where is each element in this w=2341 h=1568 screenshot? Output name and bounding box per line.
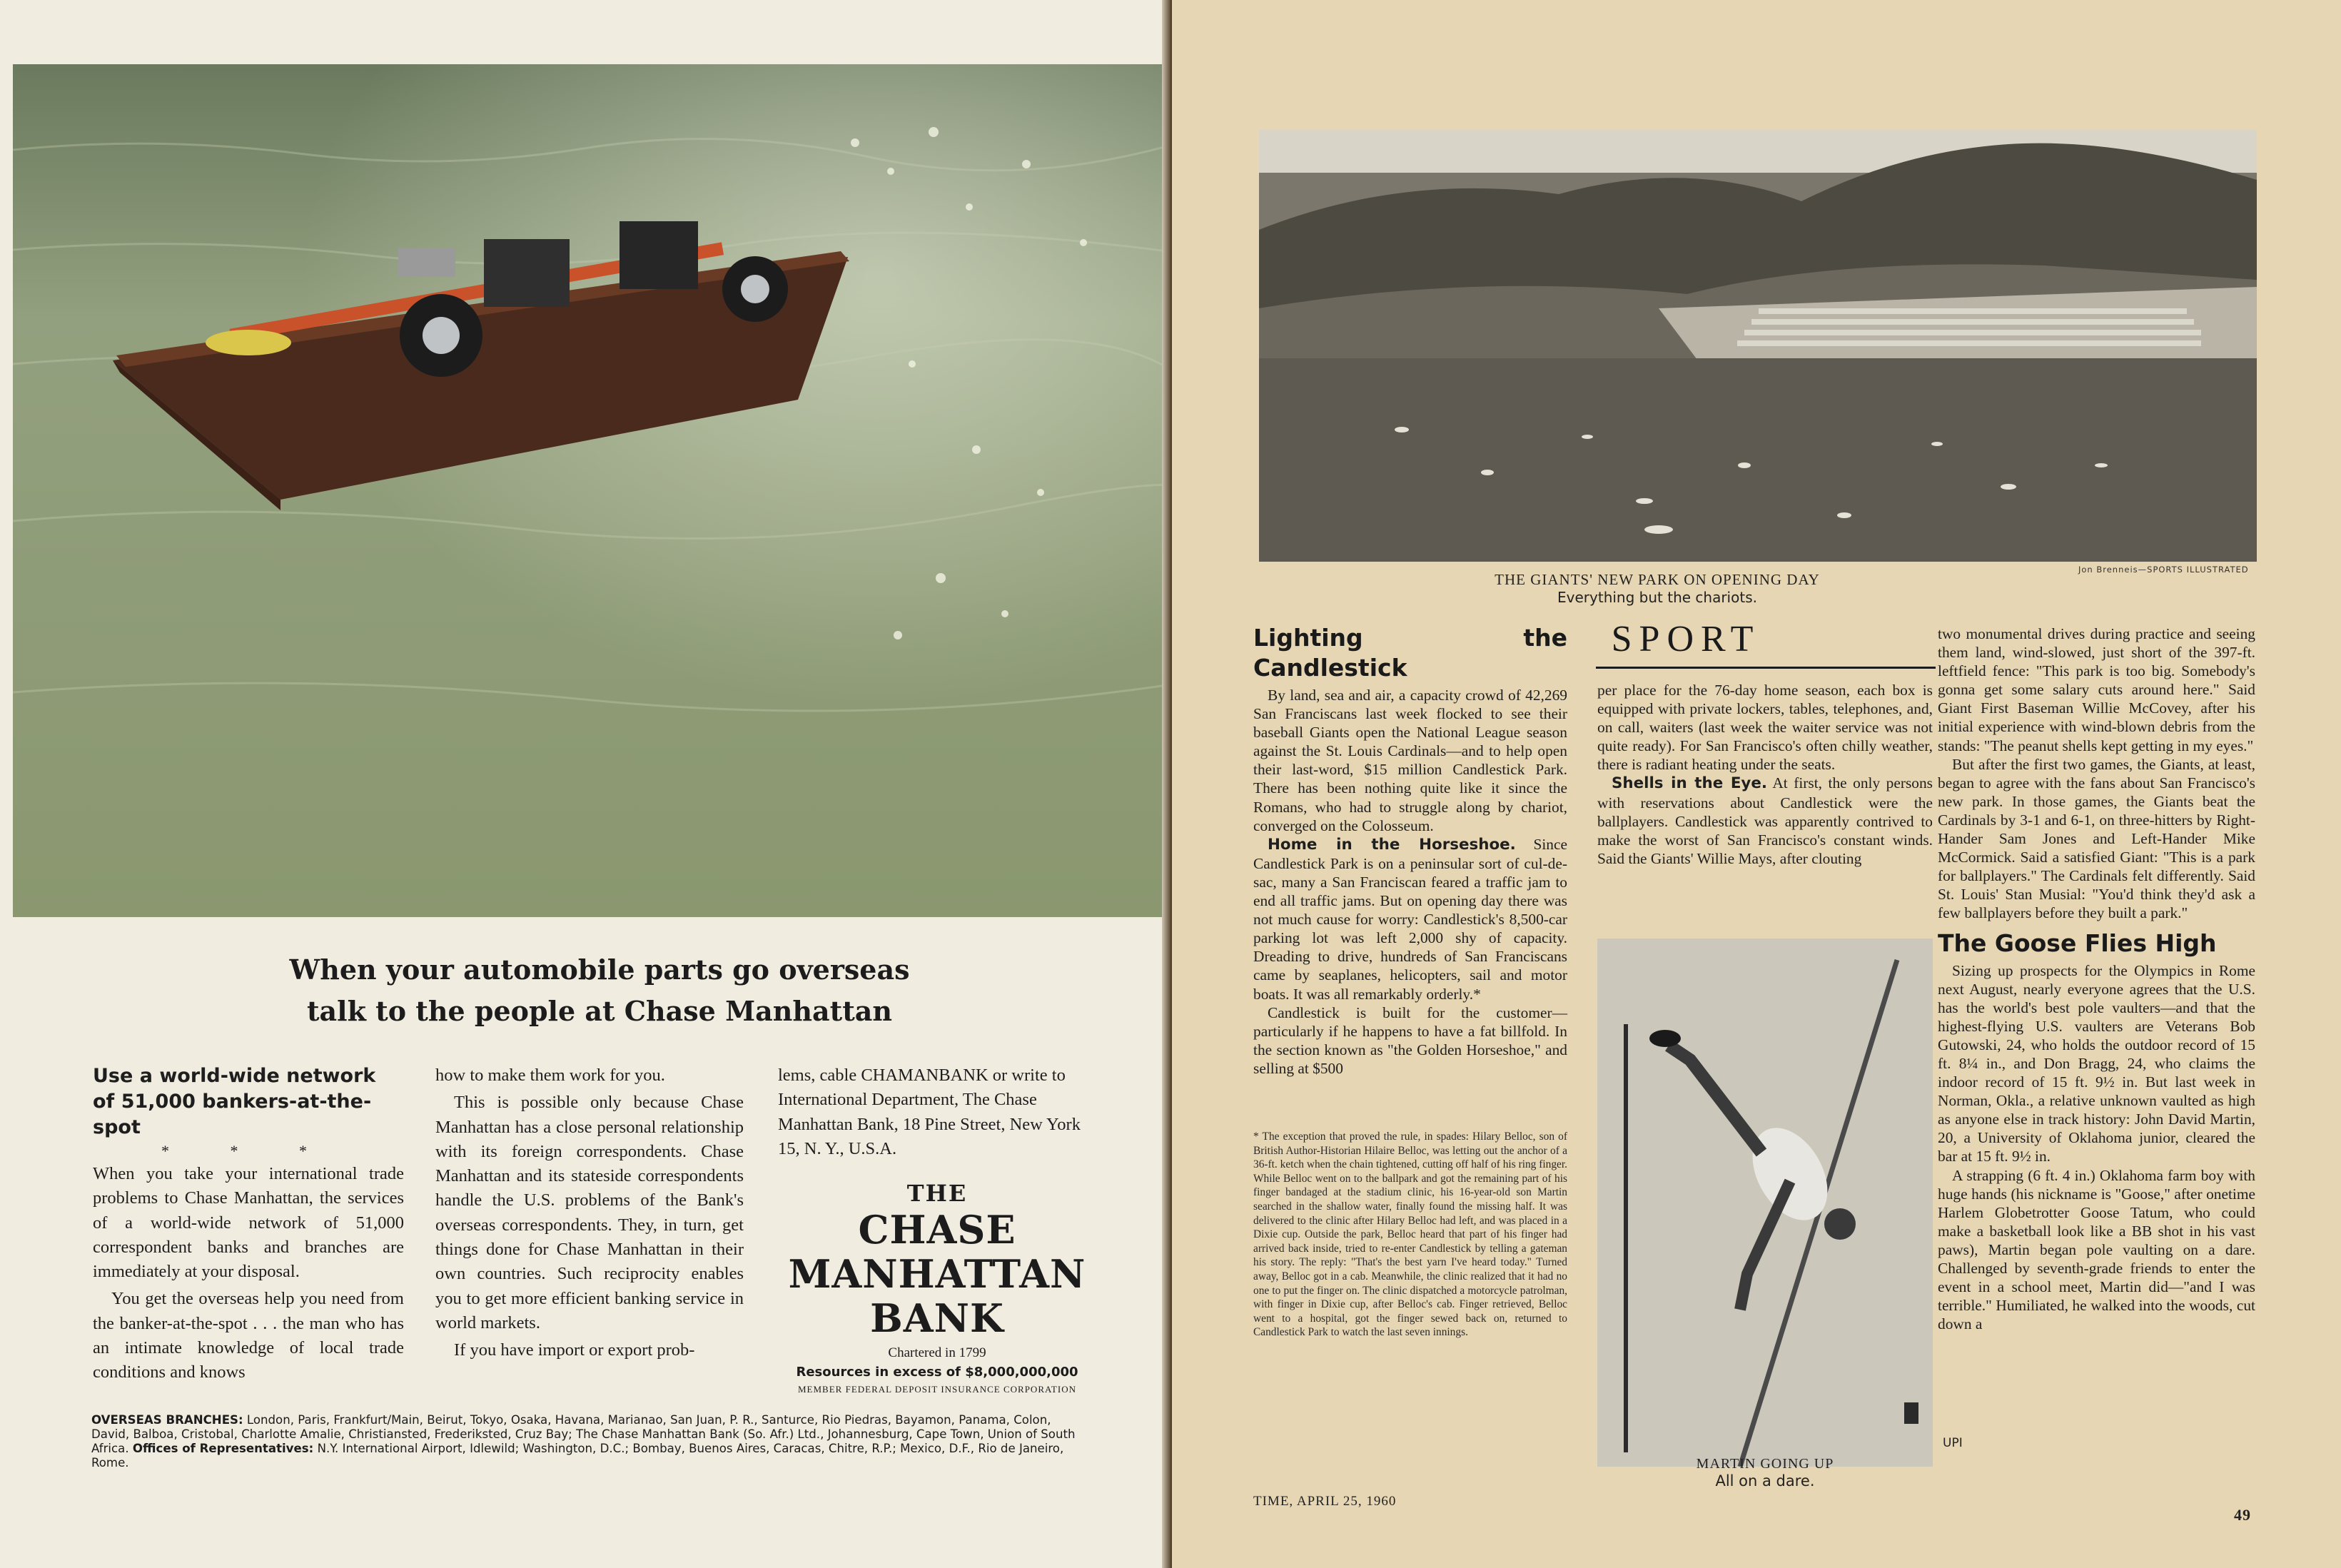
candlestick-park-aerial-photo bbox=[1259, 130, 2257, 562]
photo-caption-subtitle: Everything but the chariots. bbox=[1557, 589, 1757, 606]
article-paragraph: But after the first two games, the Giants, at least, began to agree with the fans about San Francisco's new park. In those games, the Giants beat the Cardinals by 3-1 and 6-1, on three-hitters by Right-Hander Sam Jones and Left-Hander Mike McCormick. Said a satisfied Giant: "This is a park for ballplayers." The Cardinals felt differently. Said St. Louis' Stan Musial: "You'd think they'd ask a few ballplayers before they built a park." bbox=[1938, 755, 2255, 922]
article-column-2 bbox=[1597, 681, 1933, 868]
ad-photo-boat-on-sea bbox=[13, 64, 1167, 917]
ad-paragraph: If you have import or export prob- bbox=[454, 1340, 695, 1360]
footnote bbox=[1253, 1130, 1567, 1340]
section-title: SPORT bbox=[1611, 619, 1761, 659]
photo-caption bbox=[1479, 571, 1836, 606]
photo-caption-title: THE GIANTS' NEW PARK ON OPENING DAY bbox=[1495, 571, 1820, 588]
article-paragraph: A strapping (6 ft. 4 in.) Oklahoma farm boy with huge hands (his nickname is "Goose," after onetime Harlem Globetrotter Goose Tatum, who could make a basketball look like a BB shot in his vast paws), Martin began pole vaulting on a dare. Challenged by seventh-grade friends to enter the event in a school meet, Martin did—"and I was terrible." Humiliated, he walked into the woods, cut down a bbox=[1938, 1166, 2255, 1333]
ad-paragraph: This is possible only because Chase Manhattan has a close personal relationship with its foreign correspondents. Chase Manhattan and its stateside correspondents handle the U.S. problems of the Bank's overseas correspondents. They, in turn, get things done for Chase Manhattan in their own countries. Such reciprocity enables you to get more efficient banking service in world markets. bbox=[435, 1093, 744, 1332]
section-rule bbox=[1596, 667, 1936, 669]
ad-subhead: Use a world-wide network of 51,000 bankers-at-the-spot bbox=[93, 1065, 376, 1138]
ad-paragraph: You get the overseas help you need from the banker-at-the-spot . . . the man who has an intimate knowledge of local trade conditions and knows bbox=[93, 1289, 404, 1382]
vault-caption-title: MARTIN GOING UP bbox=[1696, 1456, 1834, 1472]
ad-headline-line-1: When your automobile parts go overseas bbox=[289, 954, 910, 986]
page-number: 49 bbox=[2234, 1506, 2251, 1524]
ad-paragraph: When you take your international trade problems to Chase Manhattan, the services of a world-wide network of 51,000 correspondent banks and branches are immediately at your disposal. bbox=[93, 1164, 404, 1282]
bank-fdic-member: MEMBER FEDERAL DEPOSIT INSURANCE CORPORATION bbox=[798, 1384, 1076, 1395]
ad-column-2 bbox=[435, 1063, 744, 1363]
overseas-branches bbox=[91, 1413, 1091, 1470]
article-subhead: Home in the Horseshoe. bbox=[1268, 835, 1516, 854]
footnote-text: * The exception that proved the rule, in spades: Hilary Belloc, son of British Author-Historian Hilaire Belloc, was letting out the anchor of a 36-ft. ketch when the chain tightened, cutting off half of his ring finger. While Belloc went on to the ballpark and got the remaining part of his finger bandaged at the stadium clinic, his 16-year-old son Martin searched in the shallow water, finally found the missing half. It was delivered to the clinic after Hilary Belloc had left, and was placed in a Dixie cup. Outside the park, Belloc heard that part of his finger had arrived back inside, tried to re-enter Candlestick by telling a gateman his story. The reply: "That's the best yarn I've heard today." Turned away, Belloc got in a cab. Meanwhile, the clinic realized that it had no one to put the finger on. The clinic dispatched a motorcycle patrolman, with finger in Dixie cup, after Belloc's cab. Finger retrieved, Belloc went to a hospital, got the finger sewed back on, returned to Candlestick Park to watch the last seven innings. bbox=[1253, 1131, 1567, 1339]
article-paragraph: two monumental drives during practice and seeing them land, wind-slowed, just short of the 397-ft. leftfield fence: "This park is too big. Somebody's gonna get some salary cuts around here." Said Giant First Baseman Willie McCovey, after his initial experience with wind-blown debris from the stands: "The peanut shells kept getting in my eyes." bbox=[1938, 625, 2255, 754]
vault-caption-subtitle: All on a dare. bbox=[1715, 1472, 1815, 1489]
overseas-label: OVERSEAS BRANCHES: bbox=[91, 1413, 243, 1427]
article-title-2: The Goose Flies High bbox=[1938, 929, 2217, 957]
advertisement-page bbox=[0, 0, 1169, 1568]
bank-logo-chase: CHASE bbox=[858, 1207, 1016, 1253]
vault-photo-credit: UPI bbox=[1943, 1436, 1963, 1450]
article-subhead: Shells in the Eye. bbox=[1612, 774, 1768, 793]
bank-logo-bank: BANK bbox=[870, 1295, 1004, 1341]
article-paragraph: By land, sea and air, a capacity crowd of 42,269 San Franciscans last week flocked to see their baseball Giants open the National League season against the St. Louis Cardinals—and to help open their last-word, $15 million Candlestick Park. There has been nothing quite like it since the Romans, who had to struggle along by chariot, converged on the Colosseum. bbox=[1253, 687, 1567, 834]
issue-date: TIME, APRIL 25, 1960 bbox=[1253, 1494, 1397, 1509]
article-column-3 bbox=[1938, 624, 2255, 1333]
article-paragraph: Candlestick is built for the customer—particularly if he happens to have a fat billfold. In the section known as "the Golden Horseshoe," and selling at $500 bbox=[1253, 1003, 1567, 1077]
bank-logo bbox=[769, 1179, 1105, 1397]
article-paragraph: At first, the only persons with reservations about Candlestick were the ballplayers. Candlestick was apparently contrived to make the worst of San Francisco's constant winds. Said the Giants' Willie Mays, after clouting bbox=[1597, 774, 1933, 867]
bank-logo-the: THE bbox=[906, 1180, 968, 1207]
vault-caption bbox=[1597, 1456, 1933, 1489]
overseas-list: London, Paris, Frankfurt/Main, Beirut, Tokyo, Osaka, Havana, Marianao, San Juan, P. R., Santurce, Rio Piedras, Bayamon, Panama, Colon, David, Balboa, Cristobal, Charlotte Amalie, Christiansted, Frederiksted, Cruz Bay; The Chase Manhattan Bank (So. Afr.) Ltd., Johannesburg, Cape Town, Union of South Africa. bbox=[91, 1413, 1076, 1455]
article-paragraph: Since Candlestick Park is on a peninsular sort of cul-de-sac, many a San Franciscan feared a traffic jam to end all traffic jams. But on opening day there was not much cause for worry: Candlestick's 8,500-car parking lot was left 2,000 shy of capacity. Dreading to drive, hundreds of San Franciscans came by seaplanes, helicopters, sail and motor boats. It was all remarkably orderly.* bbox=[1253, 835, 1567, 1003]
ad-paragraph: how to make them work for you. bbox=[435, 1066, 665, 1085]
bank-resources: Resources in excess of $8,000,000,000 bbox=[796, 1365, 1078, 1380]
article-paragraph: per place for the 76-day home season, each box is equipped with private lockers, tables, telephones, and, on call, waiters (last week the waiter service was not quite ready). For San Francisco's often chilly weather, there is radiant heating under the seats. bbox=[1597, 682, 1933, 774]
representatives-label: Offices of Representatives: bbox=[132, 1442, 314, 1455]
bank-chartered: Chartered in 1799 bbox=[888, 1345, 986, 1360]
pole-vault-photo bbox=[1597, 939, 1933, 1467]
article-title-1: Lighting the Candlestick bbox=[1253, 624, 1567, 682]
ad-stars-divider: * * * bbox=[161, 1142, 335, 1160]
ad-headline-line-2: talk to the people at Chase Manhattan bbox=[306, 995, 892, 1027]
photo-credit: Jon Brenneis—SPORTS ILLUSTRATED bbox=[2078, 565, 2249, 575]
ad-paragraph: lems, cable CHAMANBANK or write to International Department, The Chase Manhattan Bank, 18 Pine Street, New York 15, N. Y., U.S.A. bbox=[778, 1066, 1081, 1158]
ad-column-1 bbox=[93, 1063, 404, 1385]
article-column-1 bbox=[1253, 623, 1567, 1078]
article-paragraph: Sizing up prospects for the Olympics in Rome next August, nearly everyone agrees that the U.S. has the world's best pole vaulters—and that the highest-flying U.S. vaulters are Veterans Bob Gutowski, 24, who holds the outdoor record of 15 ft. 8¼ in., and Don Bragg, 24, who claims the indoor record of 15 ft. 9½ in. But last week in Norman, Okla., a relative unknown vaulted as high as anyone else in track history: John David Martin, 20, a University of Oklahoma junior, cleared the bar at 15 ft. 9½ in. bbox=[1938, 961, 2255, 1165]
bank-logo-manhattan: MANHATTAN bbox=[788, 1251, 1086, 1297]
article-page bbox=[1172, 0, 2341, 1568]
representatives-list: N.Y. International Airport, Idlewild; Washington, D.C.; Bombay, Buenos Aires, Caracas, Chitre, R.P.; Mexico, D.F., Rio de Janeiro, Rome. bbox=[91, 1442, 1064, 1470]
ad-column-3 bbox=[778, 1063, 1092, 1161]
